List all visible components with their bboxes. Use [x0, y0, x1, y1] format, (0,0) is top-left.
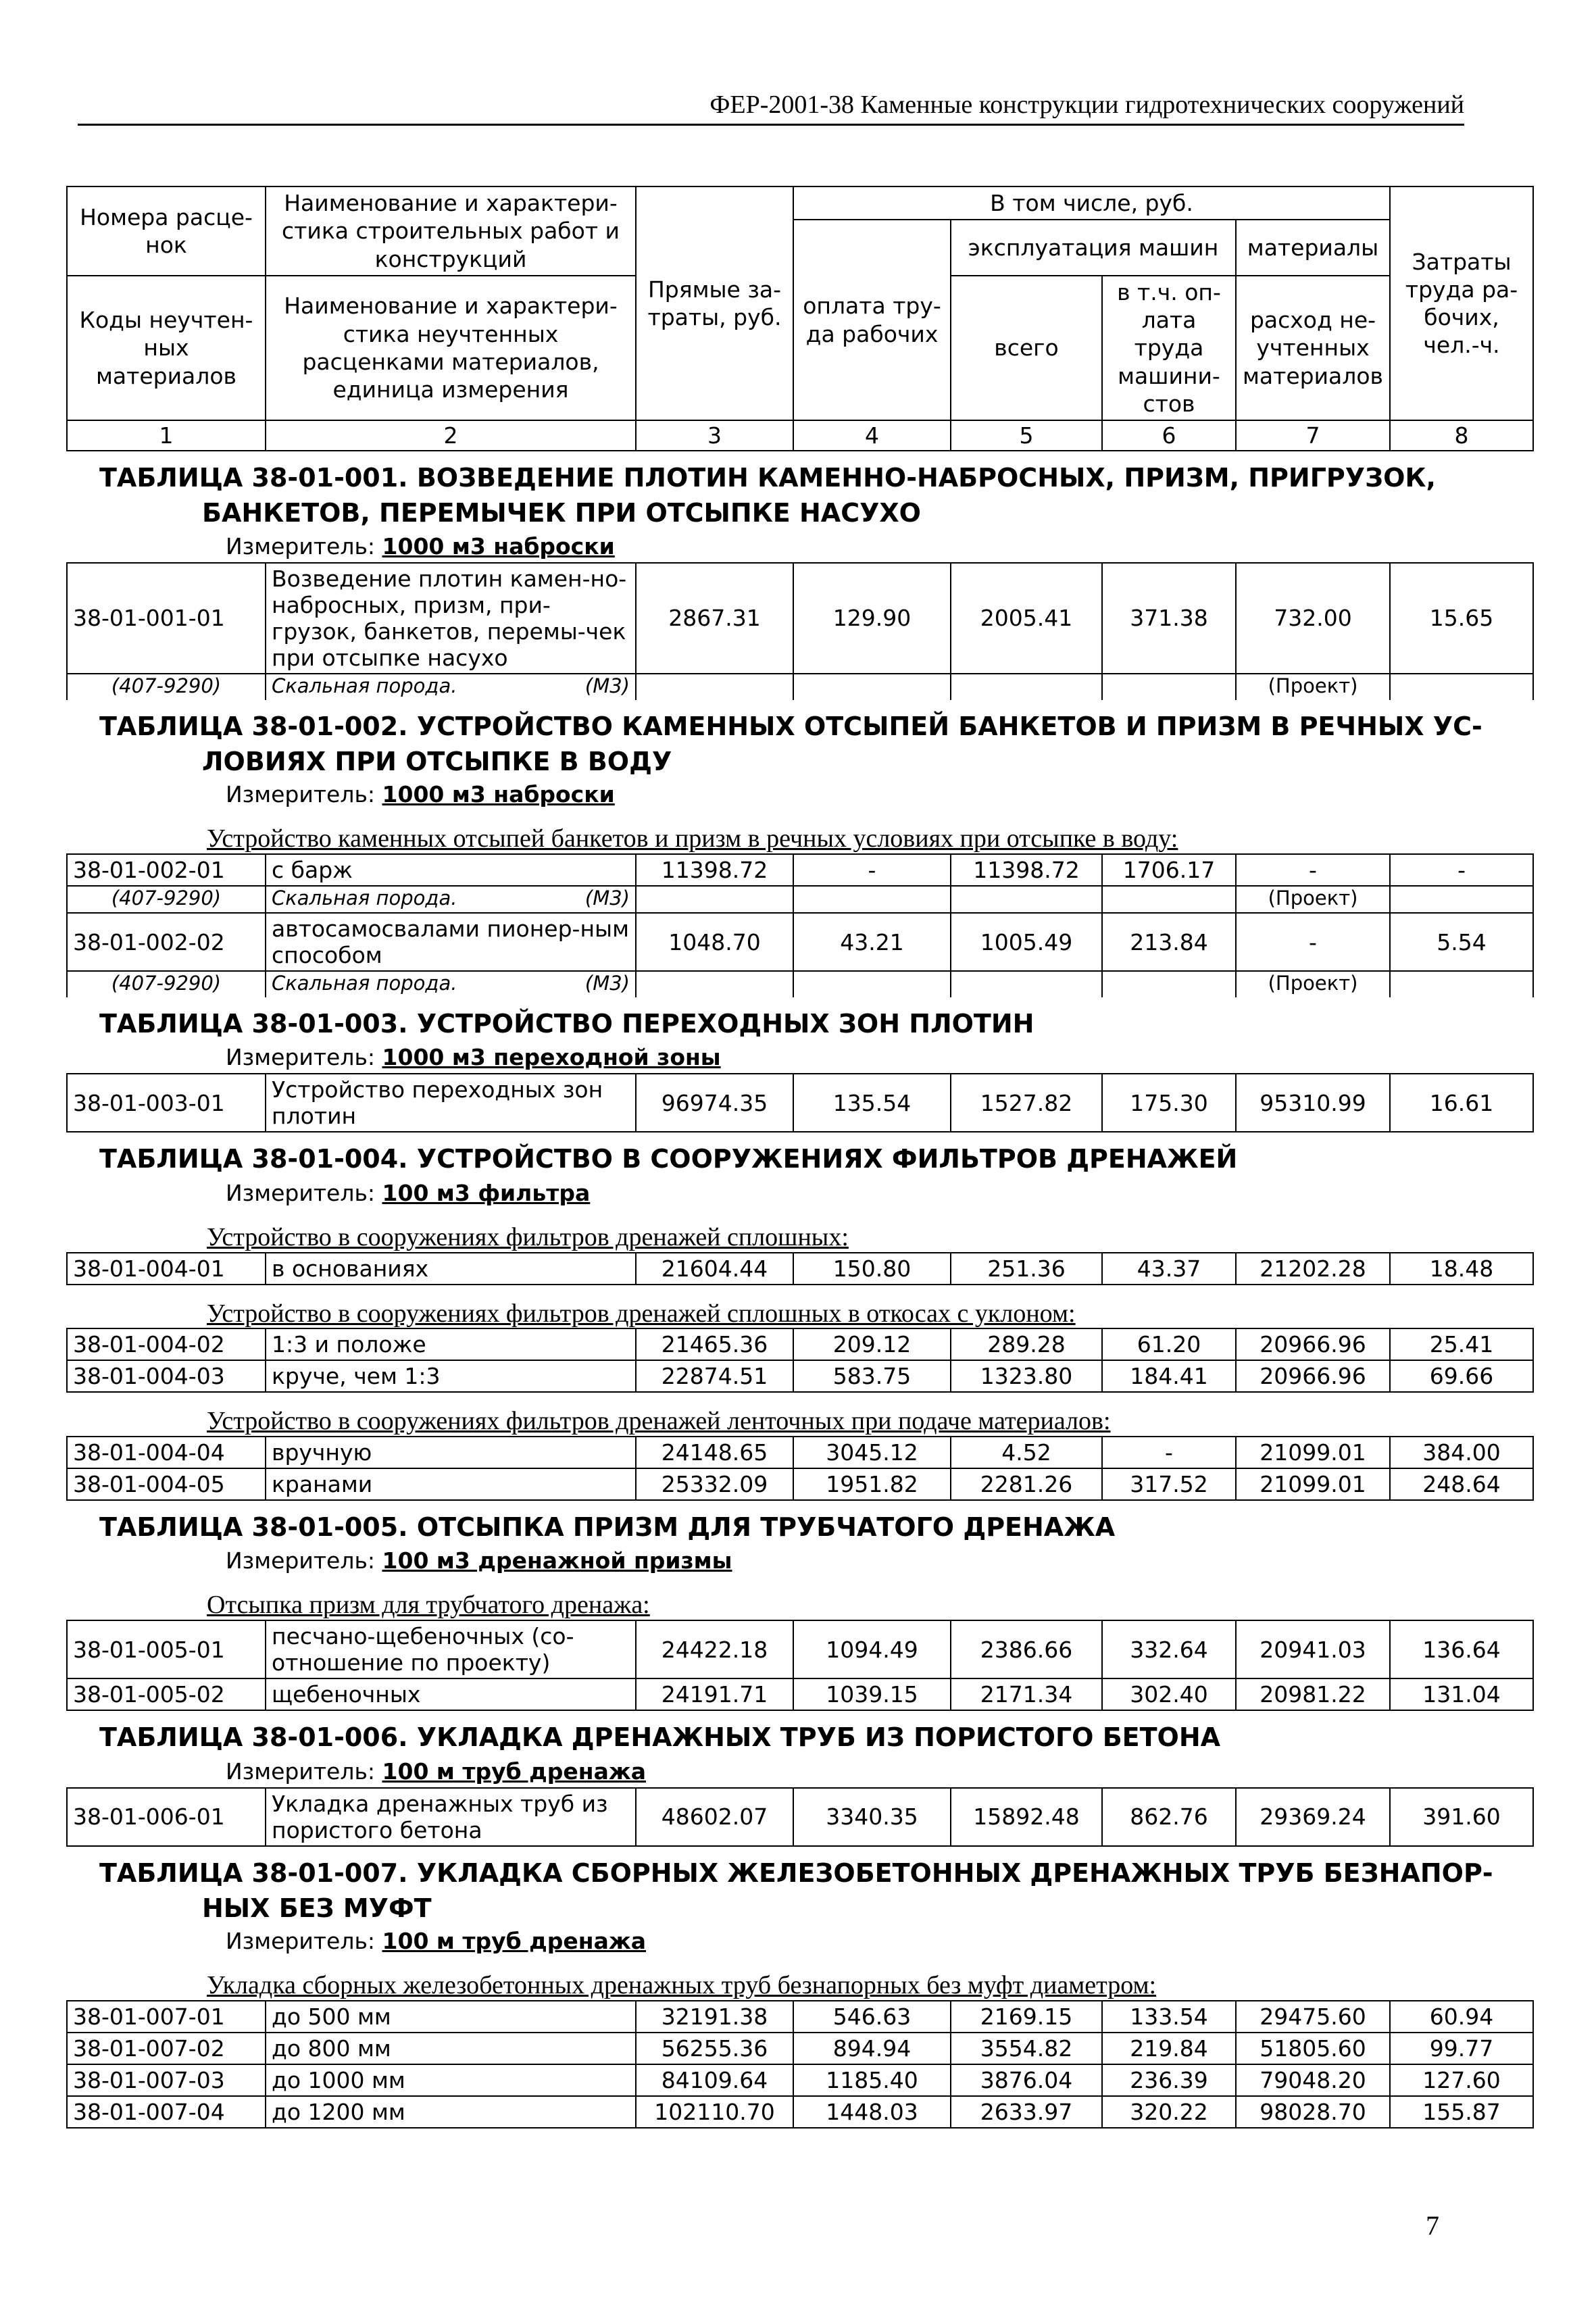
rate-name: Укладка дренажных труб из пористого бетона — [266, 1788, 636, 1846]
section-row — [67, 810, 1533, 854]
rate-name: песчано-щебеночных (со-отношение по проекту) — [266, 1620, 636, 1678]
rate-mat: 21202.28 — [1236, 1253, 1390, 1285]
rate-incl: 213.84 — [1102, 913, 1236, 971]
rate-labor: 16.61 — [1390, 1074, 1533, 1132]
rate-wages: 209.12 — [793, 1328, 951, 1360]
rate-code: 38-01-004-01 — [67, 1253, 266, 1285]
measure-label: Измеритель: — [226, 781, 376, 808]
rate-code: 38-01-002-01 — [67, 854, 266, 886]
measure-value: 100 м труб дренажа — [382, 1758, 646, 1785]
table-title-cont — [67, 1892, 1533, 1926]
table-title-text: ТАБЛИЦА 38-01-001. ВОЗВЕДЕНИЕ ПЛОТИН КАМЕННО-НАБРОСНЫХ, ПРИЗМ, ПРИГРУЗОК, — [99, 463, 1436, 493]
measure-text — [226, 1928, 646, 1954]
rate-row — [67, 913, 1533, 971]
section-cell — [67, 1957, 1533, 2001]
rate-name: Возведение плотин камен-но-набросных, призм, при-грузок, банкетов, перемы-чек при отсыпке насухо — [266, 563, 636, 674]
rate-code: 38-01-005-01 — [67, 1620, 266, 1678]
rate-labor: 155.87 — [1390, 2096, 1533, 2128]
table-title-text: ТАБЛИЦА 38-01-004. УСТРОЙСТВО В СООРУЖЕНИЯХ ФИЛЬТРОВ ДРЕНАЖЕЙ — [99, 1144, 1238, 1174]
rate-incl: 184.41 — [1102, 1360, 1236, 1392]
rate-direct: 56255.36 — [636, 2033, 793, 2064]
table-title-cont-text: НЫХ БЕЗ МУФТ — [202, 1893, 432, 1923]
rate-code: 38-01-004-05 — [67, 1468, 266, 1500]
resource-empty — [793, 971, 951, 997]
table-title-cont-text: ЛОВИЯХ ПРИ ОТСЫПКЕ В ВОДУ — [202, 746, 672, 776]
rate-code: 38-01-007-03 — [67, 2064, 266, 2096]
rate-name: 1:3 и положе — [266, 1328, 636, 1360]
rate-wages: 1448.03 — [793, 2096, 951, 2128]
resource-empty — [1390, 971, 1533, 997]
rates-table-body — [67, 186, 1533, 2128]
rate-code: 38-01-007-01 — [67, 2001, 266, 2033]
resource-empty — [951, 886, 1102, 913]
rate-labor: 5.54 — [1390, 913, 1533, 971]
rate-wages: 1094.49 — [793, 1620, 951, 1678]
resource-material: (Проект) — [1236, 886, 1390, 913]
rate-mat: 29475.60 — [1236, 2001, 1390, 2033]
rate-total: 251.36 — [951, 1253, 1102, 1285]
rate-code: 38-01-007-02 — [67, 2033, 266, 2064]
table-title — [67, 1846, 1533, 1892]
table-title — [67, 1132, 1533, 1178]
rate-mat: 51805.60 — [1236, 2033, 1390, 2064]
measure-label: Измеритель: — [226, 1547, 376, 1574]
measure-cell — [67, 780, 1533, 810]
resource-code: (407-9290) — [67, 674, 266, 700]
measure-row — [67, 1757, 1533, 1788]
rate-row — [67, 563, 1533, 674]
rate-row — [67, 2096, 1533, 2128]
resource-empty — [793, 886, 951, 913]
rate-total: 11398.72 — [951, 854, 1102, 886]
measure-value: 100 м3 фильтра — [382, 1179, 591, 1206]
section-title: Отсыпка призм для трубчатого дренажа: — [207, 1591, 650, 1620]
measure-text — [226, 781, 615, 807]
rate-total: 1323.80 — [951, 1360, 1102, 1392]
rate-row — [67, 1678, 1533, 1710]
rate-row — [67, 1360, 1533, 1392]
rate-total: 4.52 — [951, 1437, 1102, 1468]
section-title: Устройство в сооружениях фильтров дренажей сплошных: — [207, 1222, 849, 1251]
table-title — [67, 700, 1533, 745]
section-title: Устройство в сооружениях фильтров дренажей сплошных в откосах с уклоном: — [207, 1299, 1076, 1328]
rate-direct: 25332.09 — [636, 1468, 793, 1500]
rate-name: Устройство переходных зон плотин — [266, 1074, 636, 1132]
rate-wages: 1951.82 — [793, 1468, 951, 1500]
rate-incl: 320.22 — [1102, 2096, 1236, 2128]
rate-row — [67, 2064, 1533, 2096]
rate-labor: 25.41 — [1390, 1328, 1533, 1360]
rate-name: щебеночных — [266, 1678, 636, 1710]
col-num: 6 — [1102, 420, 1236, 451]
table-title-cont-text: БАНКЕТОВ, ПЕРЕМЫЧЕК ПРИ ОТСЫПКЕ НАСУХО — [202, 498, 921, 528]
rate-incl: 133.54 — [1102, 2001, 1236, 2033]
rate-direct: 96974.35 — [636, 1074, 793, 1132]
table-title — [67, 1500, 1533, 1546]
section-row — [67, 1285, 1533, 1329]
table-title-text: ТАБЛИЦА 38-01-003. УСТРОЙСТВО ПЕРЕХОДНЫХ ЗОН ПЛОТИН — [99, 1009, 1034, 1039]
rate-total: 2281.26 — [951, 1468, 1102, 1500]
rate-direct: 11398.72 — [636, 854, 793, 886]
measure-text — [226, 1547, 732, 1574]
measure-label: Измеритель: — [226, 1928, 376, 1955]
resource-empty — [1102, 971, 1236, 997]
rate-code: 38-01-007-04 — [67, 2096, 266, 2128]
rate-row — [67, 1328, 1533, 1360]
measure-value: 1000 м3 переходной зоны — [382, 1044, 721, 1071]
rate-row — [67, 2033, 1533, 2064]
rate-row — [67, 1437, 1533, 1468]
rate-incl: 1706.17 — [1102, 854, 1236, 886]
rate-labor: 15.65 — [1390, 563, 1533, 674]
section-title: Устройство в сооружениях фильтров дренажей ленточных при подаче материалов: — [207, 1407, 1111, 1436]
section-title: Устройство каменных отсыпей банкетов и призм в речных условиях при отсыпке в воду: — [207, 824, 1178, 853]
measure-label: Измеритель: — [226, 1758, 376, 1785]
rate-mat: 20941.03 — [1236, 1620, 1390, 1678]
col-wages: оплата тру-да рабочих — [793, 220, 951, 420]
measure-cell — [67, 1757, 1533, 1788]
column-numbers-row — [67, 420, 1533, 451]
rate-labor: 18.48 — [1390, 1253, 1533, 1285]
rate-labor: 391.60 — [1390, 1788, 1533, 1846]
rate-wages: 894.94 — [793, 2033, 951, 2064]
rate-code: 38-01-006-01 — [67, 1788, 266, 1846]
col-including: В том числе, руб. — [793, 186, 1390, 220]
rate-mat: 20981.22 — [1236, 1678, 1390, 1710]
col-num: 7 — [1236, 420, 1390, 451]
measure-cell — [67, 1178, 1533, 1209]
rate-labor: 248.64 — [1390, 1468, 1533, 1500]
rate-incl: 43.37 — [1102, 1253, 1236, 1285]
rate-direct: 32191.38 — [636, 2001, 793, 2033]
col-codes-bottom: Коды неучтен-ных материалов — [67, 276, 266, 420]
table-title-cont — [67, 497, 1533, 531]
resource-name — [266, 674, 636, 700]
rate-mat: - — [1236, 913, 1390, 971]
rate-mat: 79048.20 — [1236, 2064, 1390, 2096]
resource-row — [67, 971, 1533, 997]
rates-table-wrap — [66, 186, 1532, 2129]
measure-value: 1000 м3 наброски — [382, 781, 615, 808]
measure-cell — [67, 1043, 1533, 1074]
table-title-text: ТАБЛИЦА 38-01-002. УСТРОЙСТВО КАМЕННЫХ ОТСЫПЕЙ БАНКЕТОВ И ПРИЗМ В РЕЧНЫХ УС- — [99, 711, 1482, 741]
col-num: 1 — [67, 420, 266, 451]
rate-row — [67, 1253, 1533, 1285]
resource-unit: (М3) — [584, 674, 630, 697]
rate-name: до 1000 мм — [266, 2064, 636, 2096]
resource-empty — [951, 971, 1102, 997]
rate-wages: 1185.40 — [793, 2064, 951, 2096]
measure-label: Измеритель: — [226, 1179, 376, 1206]
rate-mat: - — [1236, 854, 1390, 886]
rate-labor: 136.64 — [1390, 1620, 1533, 1678]
rate-incl: 175.30 — [1102, 1074, 1236, 1132]
rate-total: 289.28 — [951, 1328, 1102, 1360]
table-title-cont — [67, 745, 1533, 780]
rate-incl: 236.39 — [1102, 2064, 1236, 2096]
resource-material: (Проект) — [1236, 674, 1390, 700]
page-header: ФЕР-2001-38 Каменные конструкции гидротехнических сооружений — [78, 86, 1464, 126]
measure-row — [67, 1178, 1533, 1209]
col-num: 3 — [636, 420, 793, 451]
resource-empty — [636, 971, 793, 997]
rate-direct: 48602.07 — [636, 1788, 793, 1846]
col-incl-wages: в т.ч. оп-лата труда машини-стов — [1102, 276, 1236, 420]
table-title — [67, 1710, 1533, 1756]
resource-empty — [1390, 674, 1533, 700]
resource-name — [266, 971, 636, 997]
page-number: 7 — [1426, 2210, 1439, 2241]
rate-direct: 22874.51 — [636, 1360, 793, 1392]
section-title: Укладка сборных железобетонных дренажных труб безнапорных без муфт диаметром: — [207, 1971, 1157, 2000]
col-name-top: Наименование и характери-стика строительных работ и конструкций — [266, 186, 636, 276]
resource-code: (407-9290) — [67, 971, 266, 997]
measure-value: 100 м3 дренажной призмы — [382, 1547, 732, 1574]
rate-mat: 20966.96 — [1236, 1328, 1390, 1360]
resource-code: (407-9290) — [67, 886, 266, 913]
rate-code: 38-01-001-01 — [67, 563, 266, 674]
rate-wages: 150.80 — [793, 1253, 951, 1285]
rate-name: кранами — [266, 1468, 636, 1500]
measure-row — [67, 1043, 1533, 1074]
table-title — [67, 997, 1533, 1043]
resource-name-text: Скальная порода. — [272, 674, 457, 697]
rate-name: до 1200 мм — [266, 2096, 636, 2128]
measure-text — [226, 1180, 590, 1206]
measure-cell — [67, 1926, 1533, 1957]
rate-direct: 24422.18 — [636, 1620, 793, 1678]
rate-row — [67, 1788, 1533, 1846]
rate-code: 38-01-004-04 — [67, 1437, 266, 1468]
measure-row — [67, 1546, 1533, 1576]
header-row-1 — [67, 186, 1533, 220]
rate-name: до 500 мм — [266, 2001, 636, 2033]
rate-code: 38-01-003-01 — [67, 1074, 266, 1132]
rate-name: автосамосвалами пионер-ным способом — [266, 913, 636, 971]
measure-text — [226, 1044, 721, 1070]
rate-wages: 1039.15 — [793, 1678, 951, 1710]
col-unacc: расход не-учтенных материалов — [1236, 276, 1390, 420]
rate-incl: - — [1102, 1437, 1236, 1468]
measure-cell — [67, 532, 1533, 563]
measure-value: 100 м труб дренажа — [382, 1928, 646, 1955]
rate-row — [67, 2001, 1533, 2033]
rate-name: с барж — [266, 854, 636, 886]
rate-incl: 61.20 — [1102, 1328, 1236, 1360]
rate-direct: 102110.70 — [636, 2096, 793, 2128]
resource-empty — [636, 886, 793, 913]
rate-total: 3876.04 — [951, 2064, 1102, 2096]
rate-incl: 862.76 — [1102, 1788, 1236, 1846]
rate-direct: 21465.36 — [636, 1328, 793, 1360]
rate-incl: 371.38 — [1102, 563, 1236, 674]
rate-mat: 21099.01 — [1236, 1437, 1390, 1468]
col-direct: Прямые за-траты, руб. — [636, 186, 793, 420]
rate-total: 2005.41 — [951, 563, 1102, 674]
rate-code: 38-01-004-02 — [67, 1328, 266, 1360]
rate-mat: 29369.24 — [1236, 1788, 1390, 1846]
section-cell — [67, 1209, 1533, 1253]
measure-row — [67, 780, 1533, 810]
rate-row — [67, 1074, 1533, 1132]
rate-row — [67, 1620, 1533, 1678]
rates-table — [66, 186, 1534, 2129]
rate-direct: 24191.71 — [636, 1678, 793, 1710]
rate-wages: 43.21 — [793, 913, 951, 971]
rate-name: до 800 мм — [266, 2033, 636, 2064]
rate-wages: - — [793, 854, 951, 886]
resource-name — [266, 886, 636, 913]
resource-empty — [636, 674, 793, 700]
section-row — [67, 1957, 1533, 2001]
rate-name: в основаниях — [266, 1253, 636, 1285]
resource-unit: (М3) — [584, 972, 630, 995]
table-title — [67, 451, 1533, 497]
rate-wages: 135.54 — [793, 1074, 951, 1132]
section-cell — [67, 1576, 1533, 1620]
rate-labor: - — [1390, 854, 1533, 886]
rate-incl: 317.52 — [1102, 1468, 1236, 1500]
rate-direct: 84109.64 — [636, 2064, 793, 2096]
measure-label: Измеритель: — [226, 532, 376, 559]
section-row — [67, 1576, 1533, 1620]
measure-cell — [67, 1546, 1533, 1576]
col-name-bottom: Наименование и характери-стика неучтенных расценками материалов, единица измерения — [266, 276, 636, 420]
rate-incl: 302.40 — [1102, 1678, 1236, 1710]
measure-row — [67, 532, 1533, 563]
rate-wages: 3340.35 — [793, 1788, 951, 1846]
resource-empty — [1102, 886, 1236, 913]
rate-code: 38-01-002-02 — [67, 913, 266, 971]
table-title-text: ТАБЛИЦА 38-01-007. УКЛАДКА СБОРНЫХ ЖЕЛЕЗОБЕТОННЫХ ДРЕНАЖНЫХ ТРУБ БЕЗНАПОР- — [99, 1858, 1493, 1888]
rate-wages: 129.90 — [793, 563, 951, 674]
rate-labor: 99.77 — [1390, 2033, 1533, 2064]
section-cell — [67, 1392, 1533, 1437]
rate-direct: 2867.31 — [636, 563, 793, 674]
rate-mat: 20966.96 — [1236, 1360, 1390, 1392]
rate-labor: 127.60 — [1390, 2064, 1533, 2096]
col-num: 5 — [951, 420, 1102, 451]
rate-direct: 24148.65 — [636, 1437, 793, 1468]
col-total: всего — [951, 276, 1102, 420]
rate-mat: 732.00 — [1236, 563, 1390, 674]
rate-code: 38-01-005-02 — [67, 1678, 266, 1710]
measure-text — [226, 1758, 646, 1785]
resource-empty — [951, 674, 1102, 700]
rate-labor: 131.04 — [1390, 1678, 1533, 1710]
col-materials: материалы — [1236, 220, 1390, 276]
rate-incl: 332.64 — [1102, 1620, 1236, 1678]
col-num: 4 — [793, 420, 951, 451]
resource-empty — [1390, 886, 1533, 913]
rate-wages: 546.63 — [793, 2001, 951, 2033]
rate-total: 2169.15 — [951, 2001, 1102, 2033]
section-row — [67, 1209, 1533, 1253]
rate-total: 15892.48 — [951, 1788, 1102, 1846]
resource-row — [67, 886, 1533, 913]
measure-row — [67, 1926, 1533, 1957]
section-cell — [67, 810, 1533, 854]
rate-wages: 3045.12 — [793, 1437, 951, 1468]
resource-name-text: Скальная порода. — [272, 887, 457, 910]
rate-mat: 95310.99 — [1236, 1074, 1390, 1132]
col-num: 2 — [266, 420, 636, 451]
rate-mat: 98028.70 — [1236, 2096, 1390, 2128]
resource-material: (Проект) — [1236, 971, 1390, 997]
rate-total: 2386.66 — [951, 1620, 1102, 1678]
section-cell — [67, 1285, 1533, 1329]
rate-wages: 583.75 — [793, 1360, 951, 1392]
rate-name: вручную — [266, 1437, 636, 1468]
col-machines: эксплуатация машин — [951, 220, 1236, 276]
resource-unit: (М3) — [584, 887, 630, 910]
col-codes-top: Номера расце-нок — [67, 186, 266, 276]
measure-text — [226, 533, 615, 559]
resource-name-text: Скальная порода. — [272, 972, 457, 995]
col-labor: Затраты труда ра-бочих, чел.-ч. — [1390, 186, 1533, 420]
rate-direct: 1048.70 — [636, 913, 793, 971]
rate-direct: 21604.44 — [636, 1253, 793, 1285]
measure-value: 1000 м3 наброски — [382, 532, 615, 559]
rate-total: 1527.82 — [951, 1074, 1102, 1132]
rate-row — [67, 1468, 1533, 1500]
rate-total: 3554.82 — [951, 2033, 1102, 2064]
table-title-text: ТАБЛИЦА 38-01-005. ОТСЫПКА ПРИЗМ ДЛЯ ТРУБЧАТОГО ДРЕНАЖА — [99, 1512, 1116, 1543]
rate-mat: 21099.01 — [1236, 1468, 1390, 1500]
resource-empty — [793, 674, 951, 700]
rate-total: 1005.49 — [951, 913, 1102, 971]
rate-row — [67, 854, 1533, 886]
rate-labor: 384.00 — [1390, 1437, 1533, 1468]
rate-labor: 60.94 — [1390, 2001, 1533, 2033]
section-row — [67, 1392, 1533, 1437]
table-title-text: ТАБЛИЦА 38-01-006. УКЛАДКА ДРЕНАЖНЫХ ТРУБ ИЗ ПОРИСТОГО БЕТОНА — [99, 1722, 1221, 1753]
resource-empty — [1102, 674, 1236, 700]
rate-incl: 219.84 — [1102, 2033, 1236, 2064]
col-num: 8 — [1390, 420, 1533, 451]
rate-total: 2171.34 — [951, 1678, 1102, 1710]
rate-code: 38-01-004-03 — [67, 1360, 266, 1392]
resource-row — [67, 674, 1533, 700]
rate-total: 2633.97 — [951, 2096, 1102, 2128]
measure-label: Измеритель: — [226, 1044, 376, 1071]
rate-labor: 69.66 — [1390, 1360, 1533, 1392]
rate-name: круче, чем 1:3 — [266, 1360, 636, 1392]
